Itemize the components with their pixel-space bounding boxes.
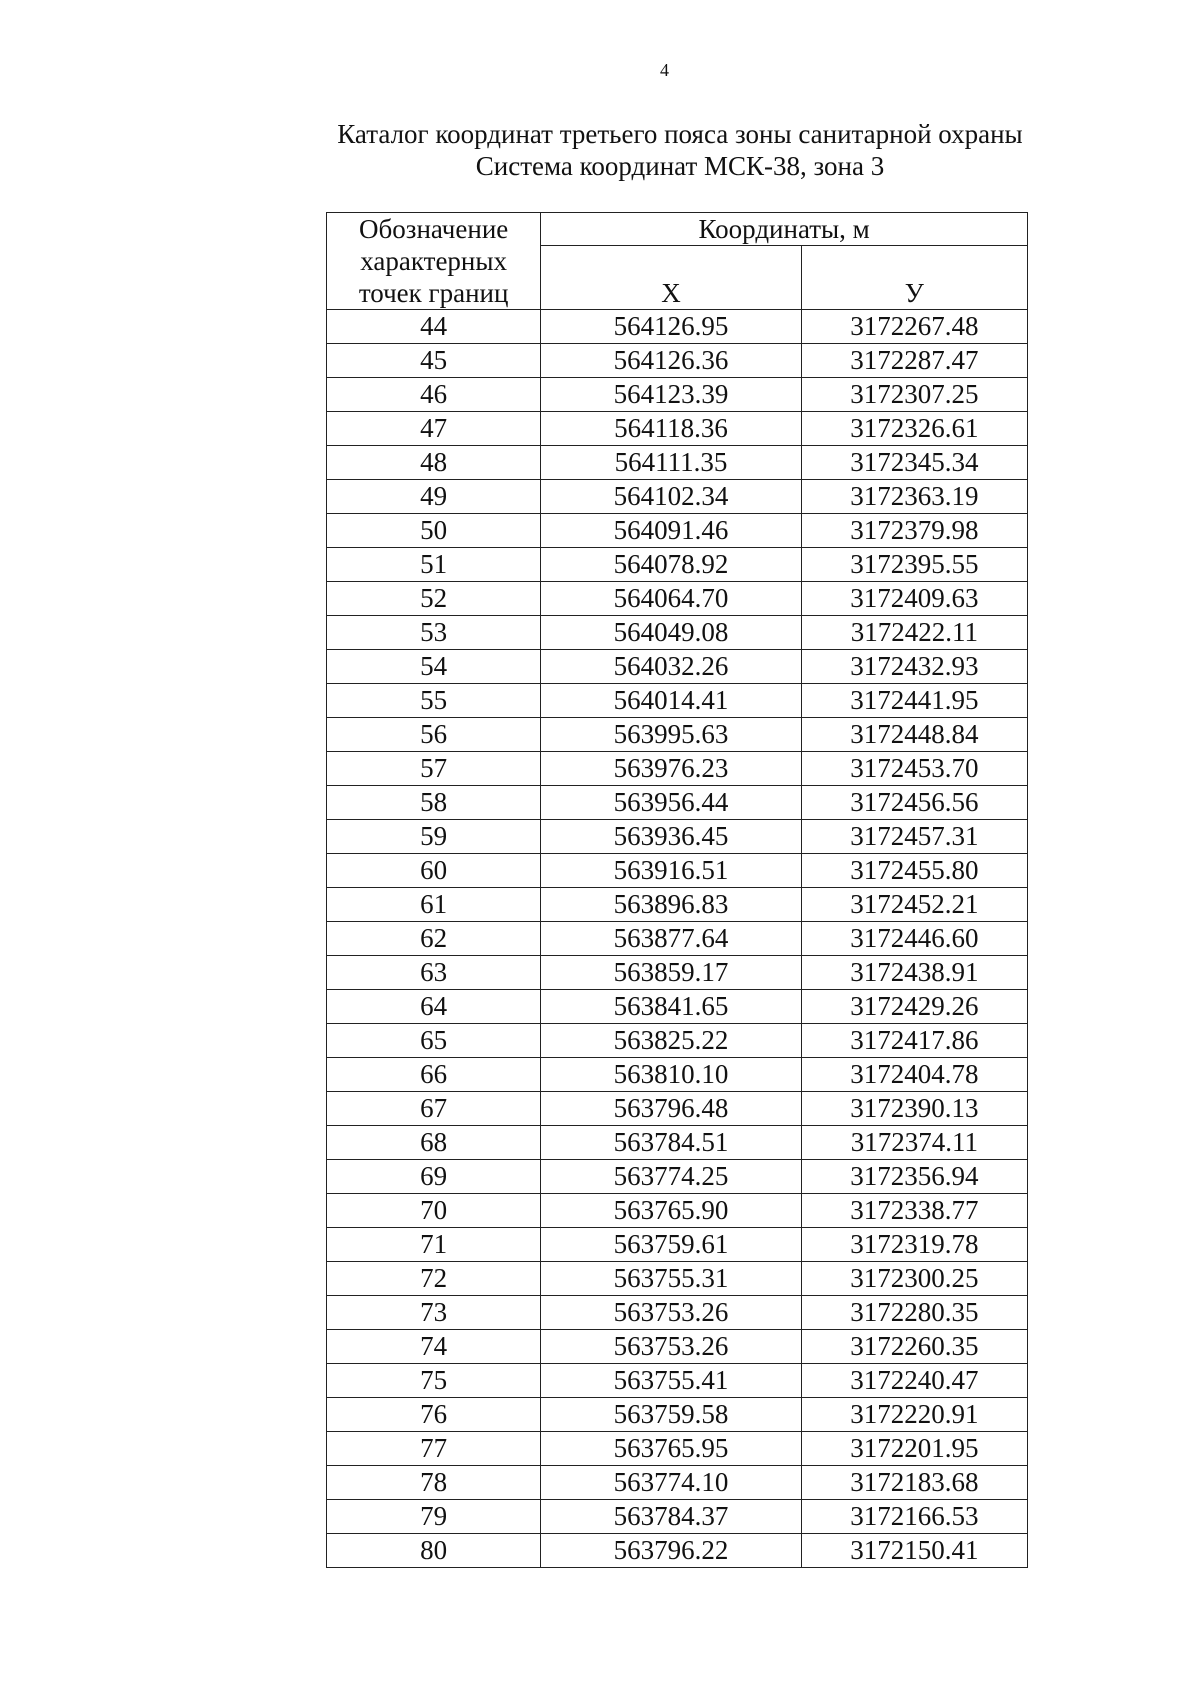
cell-x: 564126.95 [541,310,801,344]
cell-x: 564118.36 [541,412,801,446]
cell-point: 65 [327,1024,541,1058]
cell-point: 77 [327,1432,541,1466]
table-header [327,213,1028,310]
cell-x: 563796.22 [541,1534,801,1568]
page-number: 4 [660,60,669,80]
cell-point: 60 [327,854,541,888]
cell-y: 3172267.48 [801,310,1027,344]
cell-x: 563759.58 [541,1398,801,1432]
cell-y: 3172287.47 [801,344,1027,378]
cell-x: 563825.22 [541,1024,801,1058]
cell-point: 69 [327,1160,541,1194]
table-row [327,378,1028,412]
cell-y: 3172183.68 [801,1466,1027,1500]
cell-x: 564049.08 [541,616,801,650]
table-row [327,1058,1028,1092]
coordinates-table [326,212,1028,1568]
table-row [327,1296,1028,1330]
table-row [327,582,1028,616]
cell-point: 51 [327,548,541,582]
cell-y: 3172457.31 [801,820,1027,854]
cell-x: 563956.44 [541,786,801,820]
table-row [327,1228,1028,1262]
table-row [327,854,1028,888]
cell-point: 56 [327,718,541,752]
cell-x: 563877.64 [541,922,801,956]
table-row [327,1194,1028,1228]
table-row [327,752,1028,786]
cell-point: 78 [327,1466,541,1500]
header-point-label: Обозначение характерных точек границ [358,214,509,308]
table-row [327,1092,1028,1126]
cell-y: 3172453.70 [801,752,1027,786]
table-row [327,1466,1028,1500]
cell-x: 564064.70 [541,582,801,616]
header-point-designation [327,213,541,310]
cell-point: 62 [327,922,541,956]
cell-x: 564032.26 [541,650,801,684]
cell-point: 45 [327,344,541,378]
cell-y: 3172363.19 [801,480,1027,514]
table-row [327,1126,1028,1160]
cell-x: 563916.51 [541,854,801,888]
cell-y: 3172166.53 [801,1500,1027,1534]
cell-x: 563784.51 [541,1126,801,1160]
cell-point: 76 [327,1398,541,1432]
cell-x: 563753.26 [541,1296,801,1330]
cell-y: 3172338.77 [801,1194,1027,1228]
cell-x: 563765.95 [541,1432,801,1466]
cell-point: 74 [327,1330,541,1364]
table-row [327,956,1028,990]
cell-y: 3172356.94 [801,1160,1027,1194]
cell-x: 563936.45 [541,820,801,854]
table-row [327,1432,1028,1466]
cell-point: 79 [327,1500,541,1534]
table-row [327,310,1028,344]
table-row [327,514,1028,548]
cell-y: 3172432.93 [801,650,1027,684]
page-title [300,118,1060,182]
table-row [327,548,1028,582]
cell-point: 49 [327,480,541,514]
cell-y: 3172307.25 [801,378,1027,412]
cell-point: 58 [327,786,541,820]
table-row [327,1024,1028,1058]
cell-point: 63 [327,956,541,990]
header-x: X [541,246,801,310]
table-row [327,650,1028,684]
table-row [327,1262,1028,1296]
cell-y: 3172438.91 [801,956,1027,990]
cell-y: 3172374.11 [801,1126,1027,1160]
table-row [327,820,1028,854]
cell-y: 3172441.95 [801,684,1027,718]
table-row [327,922,1028,956]
cell-point: 57 [327,752,541,786]
cell-point: 61 [327,888,541,922]
cell-x: 563784.37 [541,1500,801,1534]
cell-y: 3172240.47 [801,1364,1027,1398]
cell-y: 3172379.98 [801,514,1027,548]
cell-x: 563995.63 [541,718,801,752]
cell-y: 3172422.11 [801,616,1027,650]
cell-x: 563774.10 [541,1466,801,1500]
cell-x: 563810.10 [541,1058,801,1092]
table-row [327,446,1028,480]
cell-x: 563753.26 [541,1330,801,1364]
cell-x: 563859.17 [541,956,801,990]
cell-x: 563755.41 [541,1364,801,1398]
cell-y: 3172326.61 [801,412,1027,446]
cell-x: 563759.61 [541,1228,801,1262]
table-row [327,1330,1028,1364]
cell-point: 67 [327,1092,541,1126]
table-row [327,786,1028,820]
cell-y: 3172448.84 [801,718,1027,752]
table-row [327,412,1028,446]
header-y: У [801,246,1027,310]
cell-y: 3172417.86 [801,1024,1027,1058]
cell-x: 563841.65 [541,990,801,1024]
cell-point: 48 [327,446,541,480]
cell-x: 564102.34 [541,480,801,514]
cell-point: 54 [327,650,541,684]
cell-y: 3172201.95 [801,1432,1027,1466]
cell-x: 563765.90 [541,1194,801,1228]
cell-x: 563796.48 [541,1092,801,1126]
cell-y: 3172280.35 [801,1296,1027,1330]
title-line-2: Система координат МСК-38, зона 3 [475,151,885,181]
cell-point: 71 [327,1228,541,1262]
cell-point: 52 [327,582,541,616]
cell-y: 3172395.55 [801,548,1027,582]
cell-y: 3172455.80 [801,854,1027,888]
cell-x: 563976.23 [541,752,801,786]
cell-y: 3172452.21 [801,888,1027,922]
cell-point: 50 [327,514,541,548]
cell-x: 563896.83 [541,888,801,922]
cell-point: 44 [327,310,541,344]
cell-x: 563774.25 [541,1160,801,1194]
cell-point: 68 [327,1126,541,1160]
title-line-1: Каталог координат третьего пояса зоны санитарной охраны [337,119,1023,149]
cell-point: 47 [327,412,541,446]
cell-x: 564014.41 [541,684,801,718]
cell-y: 3172456.56 [801,786,1027,820]
cell-y: 3172409.63 [801,582,1027,616]
table-row [327,1364,1028,1398]
table-row [327,1398,1028,1432]
table-row [327,1160,1028,1194]
cell-y: 3172429.26 [801,990,1027,1024]
table-row [327,1500,1028,1534]
cell-y: 3172390.13 [801,1092,1027,1126]
cell-y: 3172319.78 [801,1228,1027,1262]
cell-y: 3172260.35 [801,1330,1027,1364]
cell-point: 55 [327,684,541,718]
cell-x: 564078.92 [541,548,801,582]
cell-x: 564126.36 [541,344,801,378]
cell-x: 564111.35 [541,446,801,480]
cell-point: 66 [327,1058,541,1092]
table-row [327,344,1028,378]
table-row [327,684,1028,718]
cell-point: 70 [327,1194,541,1228]
table-row [327,718,1028,752]
cell-point: 46 [327,378,541,412]
cell-point: 64 [327,990,541,1024]
cell-x: 563755.31 [541,1262,801,1296]
table-row [327,990,1028,1024]
cell-y: 3172345.34 [801,446,1027,480]
cell-x: 564091.46 [541,514,801,548]
cell-point: 59 [327,820,541,854]
table-row [327,480,1028,514]
cell-point: 73 [327,1296,541,1330]
cell-y: 3172446.60 [801,922,1027,956]
cell-point: 75 [327,1364,541,1398]
cell-point: 72 [327,1262,541,1296]
table-body [327,310,1028,1568]
table-row [327,1534,1028,1568]
table-row [327,616,1028,650]
cell-point: 53 [327,616,541,650]
table-row [327,888,1028,922]
cell-y: 3172300.25 [801,1262,1027,1296]
cell-y: 3172404.78 [801,1058,1027,1092]
cell-y: 3172220.91 [801,1398,1027,1432]
header-coordinates: Координаты, м [541,213,1028,246]
cell-y: 3172150.41 [801,1534,1027,1568]
cell-point: 80 [327,1534,541,1568]
cell-x: 564123.39 [541,378,801,412]
